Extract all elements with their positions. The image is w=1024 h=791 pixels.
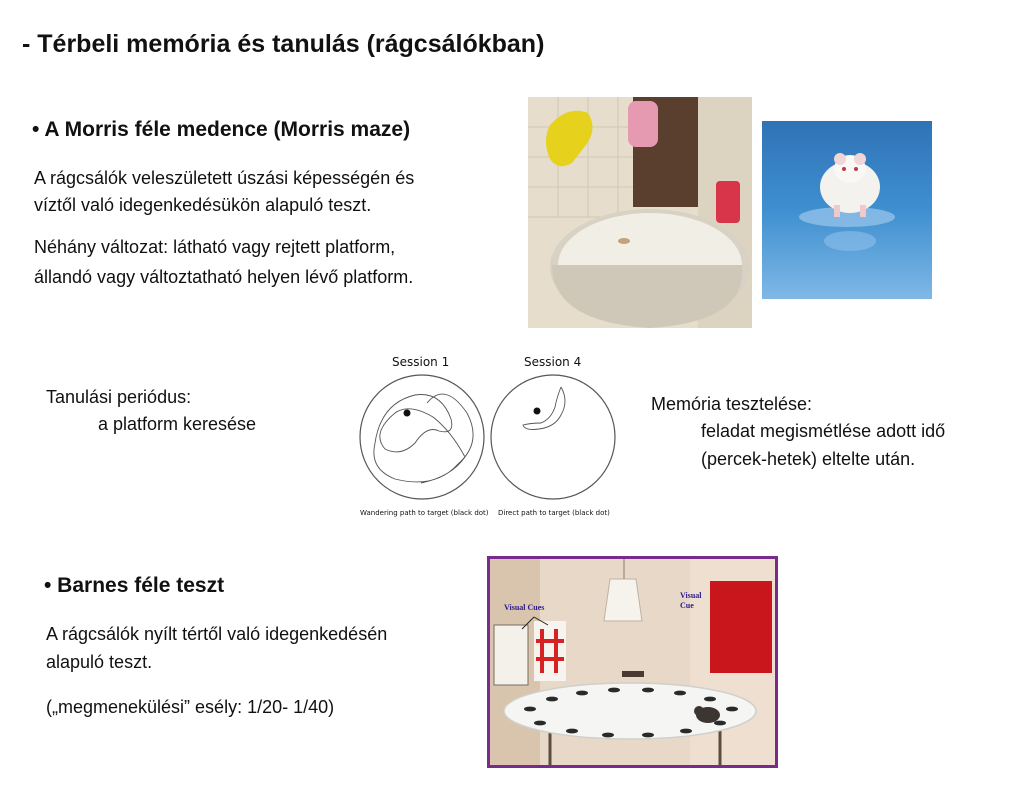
barnes-desc-line1: A rágcsálók nyílt tértől való idegenkedésén [46, 624, 388, 644]
caption-session4: Direct path to target (black dot) [498, 509, 610, 517]
learning-line2: a platform keresése [98, 414, 257, 434]
barnes-chance: („megmenekülési” esély: 1/20- 1/40) [46, 697, 335, 717]
page-title: - Térbeli memória és tanulás (rágcsálókban) [22, 30, 545, 58]
barnes-heading: • Barnes féle teszt [44, 574, 225, 597]
learning-line1: Tanulási periódus: [46, 387, 192, 407]
visual-cue-label: Visual Cue [680, 591, 702, 610]
target-dot-session1 [404, 410, 411, 417]
barnes-maze-photo [487, 556, 778, 768]
morris-heading: • A Morris féle medence (Morris maze) [32, 118, 411, 141]
morris-desc-line2: víztől való idegenkedésükön alapuló teszt. [34, 195, 372, 215]
direct-path [523, 387, 565, 430]
morris-variants-line1: Néhány változat: látható vagy rejtett platform, [34, 237, 396, 257]
session1-label: Session 1 [392, 355, 450, 369]
session4-label: Session 4 [524, 355, 582, 369]
caption-session1: Wandering path to target (black dot) [360, 509, 489, 517]
session-diagrams [355, 373, 625, 503]
barnes-desc-line2: alapuló teszt. [46, 652, 153, 672]
memory-line1: Memória tesztelése: [651, 394, 813, 414]
visual-cues-label: Visual Cues [504, 603, 545, 612]
pool-circle-session1 [360, 375, 484, 499]
target-dot-session4 [534, 408, 541, 415]
morris-desc-line1: A rágcsálók veleszületett úszási képességén és [34, 168, 415, 188]
pool-circle-session4 [491, 375, 615, 499]
rat-swimming-photo [762, 121, 932, 299]
morris-pool-photo [528, 97, 752, 328]
memory-line2: feladat megismétlése adott idő [701, 421, 946, 441]
morris-variants-line2: állandó vagy változtatható helyen lévő platform. [34, 267, 414, 287]
wandering-path [374, 394, 473, 483]
memory-line3: (percek-hetek) eltelte után. [701, 449, 916, 469]
